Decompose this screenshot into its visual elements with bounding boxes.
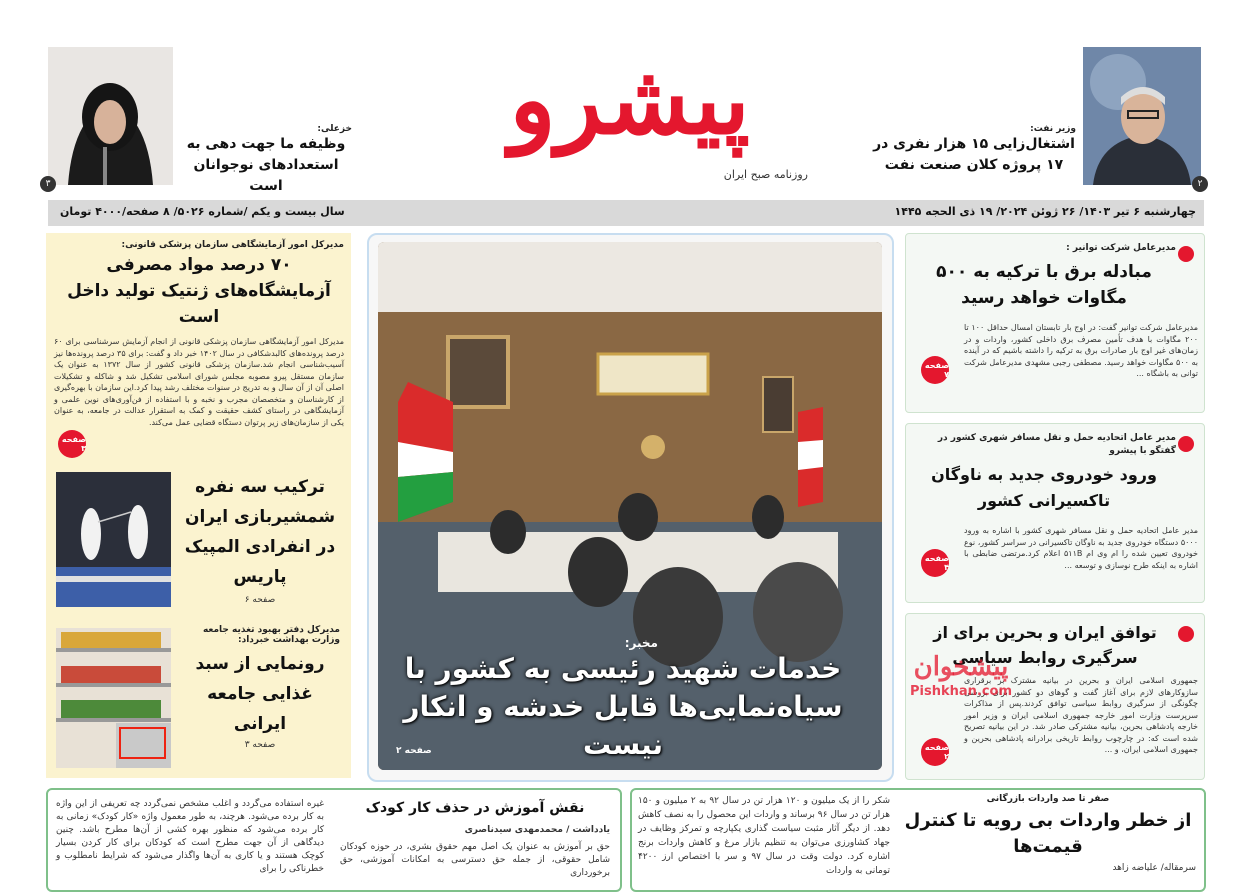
bottom-right-author: سرمقاله/ علیاضه زاهد [1112, 863, 1196, 873]
grocery-image-icon [56, 628, 171, 768]
bottom-center-left-headline[interactable]: نقش آموزش در حذف کار کودک [365, 800, 585, 816]
photo-oil-minister [1083, 47, 1201, 185]
right-story-3-body: جمهوری اسلامی ایران و بحرین در بیانیه مشترک بر برقراری سازوکارهای لازم برای آغاز گفت و گوهای دو کشور برای بررسی چگونگی از سرگیری روابط سیاسی توافق کردند.پس از مذاکرات سرپرست وزارت امور خارجه جمهوری اسلامی ایران و وزیر امور خارجه پادشاهی بحرین، بیانیه مشترکی صادر شد. در این بیانیه تصریح شده است که: در چارچوب روابط تاریخی برادرانه پادشاهی بحرین و جمهوری اسلامی ایران، و ... [964, 676, 1198, 754]
top-right-kicker: وزیر نفت: [1030, 124, 1076, 134]
dateline-issue: سال بیست و یکم /شماره ۵۰۲۶/ ۸ صفحه/۴۰۰۰ تومان [60, 205, 345, 218]
left-story-3-page: صفحه ۳ [244, 740, 276, 750]
right-story-1-body: مدیرعامل شرکت توانیر گفت: در اوج بار تابستان امسال حداقل ۱۰۰ تا ۲۰۰ مگاوات با هدف تأمین مصرف برق داخلی کشور، واردات و در زمان‌های غیر اوج بار صادرات برق به ترکیه را داشته باشیم که در آینده به ۵۰۰ مگاوات خواهد رسید. مصطفی رجبی مشهدی مدیرعامل شرکت توانی به باشگاه ... [964, 323, 1199, 378]
photo-khazali [48, 47, 173, 185]
left-story-1-body: مدیرکل امور آزمایشگاهی سازمان پزشکی قانونی از انجام آزمایش سرشناسی برای ۶۰ درصد پرونده‌های کالبدشکافی در سال ۱۴۰۲ خبر داد و گفت: برای ۳۵ درصد پرونده‌ها نیز آسیب‌شناسی انجام شد.سازمان پزشکی قانونی کشور از سال ۱۳۷۲ به عنوان یک سازمان مستقل پیرو مصوبه مجلس شورای اسلامی تشکیل شد و شاکله و تشکیلات اصلی آن از آن سال و به تدریج در سنوات مختلف رشد پیدا کرد.این سازمان با بهره‌گیری از کارشناسان و متخصصان مجرب و نخبه و با استفاده از فن‌آوری‌های نوین علمی و آزمایشگاهی در راستای کشف حقیقت و کمک به استقرار عدالت در جامعه، به عنوان یکی از سازمان‌های زیر پرتوان دستگاه قضایی عمل می‌کند. [54, 337, 345, 427]
left-story-2 [180, 472, 340, 607]
right-story-3-headline[interactable]: توافق ایران و بحرین برای از سرگیری روابط سیاسی [933, 623, 1157, 667]
bottom-center-left-author: یادداشت / محمدمهدی سیدناصری [464, 825, 610, 835]
left-story-3-headline[interactable]: رونمایی از سبد غذایی جامعه ایرانی [195, 654, 325, 734]
left-story-1 [54, 240, 344, 428]
right-story-1 [912, 243, 1176, 311]
top-left-kicker: خزعلی: [317, 124, 352, 134]
left-story-3-kicker: مدیرکل دفتر بهبود تغذیه جامعه وزارت بهداشت خبرداد: [202, 625, 340, 645]
left-page-badge: ۳ [40, 176, 56, 192]
center-kicker: مخبر: [624, 636, 658, 650]
bottom-right-kicker: صفر تا صد واردات بازرگانی [986, 794, 1110, 804]
portrait-icon [1083, 47, 1201, 185]
left-story-2-page: صفحه ۶ [244, 595, 276, 605]
right-story-3-bullet-icon [1178, 626, 1194, 642]
bottom-center-left-story [340, 798, 610, 880]
right-story-3-page-badge[interactable]: صفحه ۲ [921, 738, 949, 766]
watermark-logo: پیشخوان [913, 652, 1009, 682]
right-story-2 [912, 432, 1176, 514]
center-headline[interactable]: خدمات شهید رئیسی به کشور با سیاه‌نمایی‌ها قابل خدشه و انکار نیست [403, 652, 843, 761]
top-left-headline[interactable]: وظیفه ما جهت دهی به استعدادهای نوجوانان است [186, 136, 346, 194]
bottom-center-left-body: حق بر آموزش به عنوان یک اصل مهم حقوق بشری، در حوزه کودکان شامل حقوقی، از جمله حق دسترسی به امکانات آموزشی، حق برخورداری [340, 842, 610, 878]
right-story-1-headline[interactable]: مبادله برق با ترکیه به ۵۰۰ مگاوات خواهد رسید [936, 262, 1152, 308]
fencing-image-icon [56, 472, 171, 607]
dateline-bar [48, 200, 1204, 226]
left-story-1-headline[interactable]: ۷۰ درصد مواد مصرفی آزمایشگاه‌های ژنتیک تولید داخل است [67, 255, 331, 327]
right-story-1-page-badge[interactable]: صفحه ۷ [921, 356, 949, 384]
right-page-badge: ۲ [1192, 176, 1208, 192]
right-story-2-body: مدیر عامل اتحادیه حمل و نقل مسافر شهری کشور با اشاره به ورود ۵۰۰۰ دستگاه خودروی جدید به ناوگان تاکسیرانی در سراسر کشور، نوع خودروی تعیین شده را ام وی ام ۵۱۱B اعلام کرد.مرتضی ضابطی با اشاره به اینکه طرح نوسازی و توسعه ... [964, 526, 1198, 570]
center-page: صفحه ۲ [396, 746, 432, 756]
left-story-3 [180, 625, 340, 752]
right-story-2-page-badge[interactable]: صفحه ۴ [921, 549, 949, 577]
left-story-1-page-badge[interactable]: صفحه ۳ [58, 430, 86, 458]
right-story-2-headline[interactable]: ورود خودروی جدید به ناوگان تاکسیرانی کشور [931, 465, 1157, 510]
bottom-left-body: غیره استفاده می‌گردد و اغلب مشخص نمی‌گردد چه تعریفی از این واژه به کار برده می‌شود. هرچند، به طور معمول واژه «کار کودک» زمانی به کار برده می‌شود که منظور بهره کشی از آن‌ها مطرح باشد. چنین دیدگاهی از آن جهت مطرح است که کودکان برای کار کردن بسیار کوچک هستند و یا کاری به آن‌ها واگذار می‌شود که شرایط نامطلوب و خطرناکی را برای [56, 799, 324, 874]
top-right-story [872, 124, 1076, 176]
bottom-right-headline[interactable]: از خطر واردات بی رویه تا کنترل قیمت‌ها [904, 810, 1192, 857]
top-right-headline[interactable]: اشتغال‌زایی ۱۵ هزار نفری در ۱۷ پروژه کلان صنعت نفت [873, 136, 1075, 173]
photo-credit: عکس: پایگاه اطلاع رسانی ریاست جمهوری اسلامی ایران [358, 317, 365, 460]
top-left-story [180, 124, 352, 197]
watermark-url[interactable]: Pishkhan.com [909, 684, 1013, 699]
logo-subtitle: روزنامه صبح ایران [723, 168, 808, 181]
logo-text: پیشرو [509, 43, 750, 156]
bottom-center-right-body: شکر را از یک میلیون و ۱۲۰ هزار تن در سال ۹۲ به ۲ میلیون و ۱۵۰ هزار تن در سال ۹۶ برساند و واردات این محصول را به نصف کاهش دهد. از دیگر آثار مثبت سیاست گذاری یکپارچه و تمرکز وظایف در جهاد کشاورزی می‌توان به تنظیم بازار مرغ و کاهش واردات برنج اشاره کرد. دولت وقت در سال ۹۷ و سر با اختصاص ارز ۴۲۰۰ تومانی به واردات [638, 796, 890, 876]
right-story-1-kicker: مدیرعامل شرکت توانیر : [1066, 243, 1176, 253]
right-story-1-bullet-icon [1178, 246, 1194, 262]
portrait-icon [48, 47, 173, 185]
left-story-1-kicker: مدیرکل امور آزمایشگاهی سازمان پزشکی قانونی: [121, 240, 344, 250]
right-story-2-bullet-icon [1178, 436, 1194, 452]
fencing-photo [56, 472, 171, 607]
left-story-2-headline[interactable]: ترکیب سه نفره شمشیربازی ایران در انفرادی المپیک پاریس [184, 477, 336, 587]
center-story [388, 636, 858, 764]
dateline-date: چهارشنبه ۶ تیر ۱۴۰۳/ ۲۶ ژوئن ۲۰۲۴/ ۱۹ ذی الحجه ۱۴۴۵ [894, 205, 1196, 218]
watermark [896, 650, 1026, 699]
right-story-2-kicker: مدیر عامل اتحادیه حمل و نقل مسافر شهری کشور در گفتگو با پیشرو [937, 433, 1176, 456]
bottom-right-story [900, 794, 1196, 875]
grocery-photo [56, 628, 171, 768]
